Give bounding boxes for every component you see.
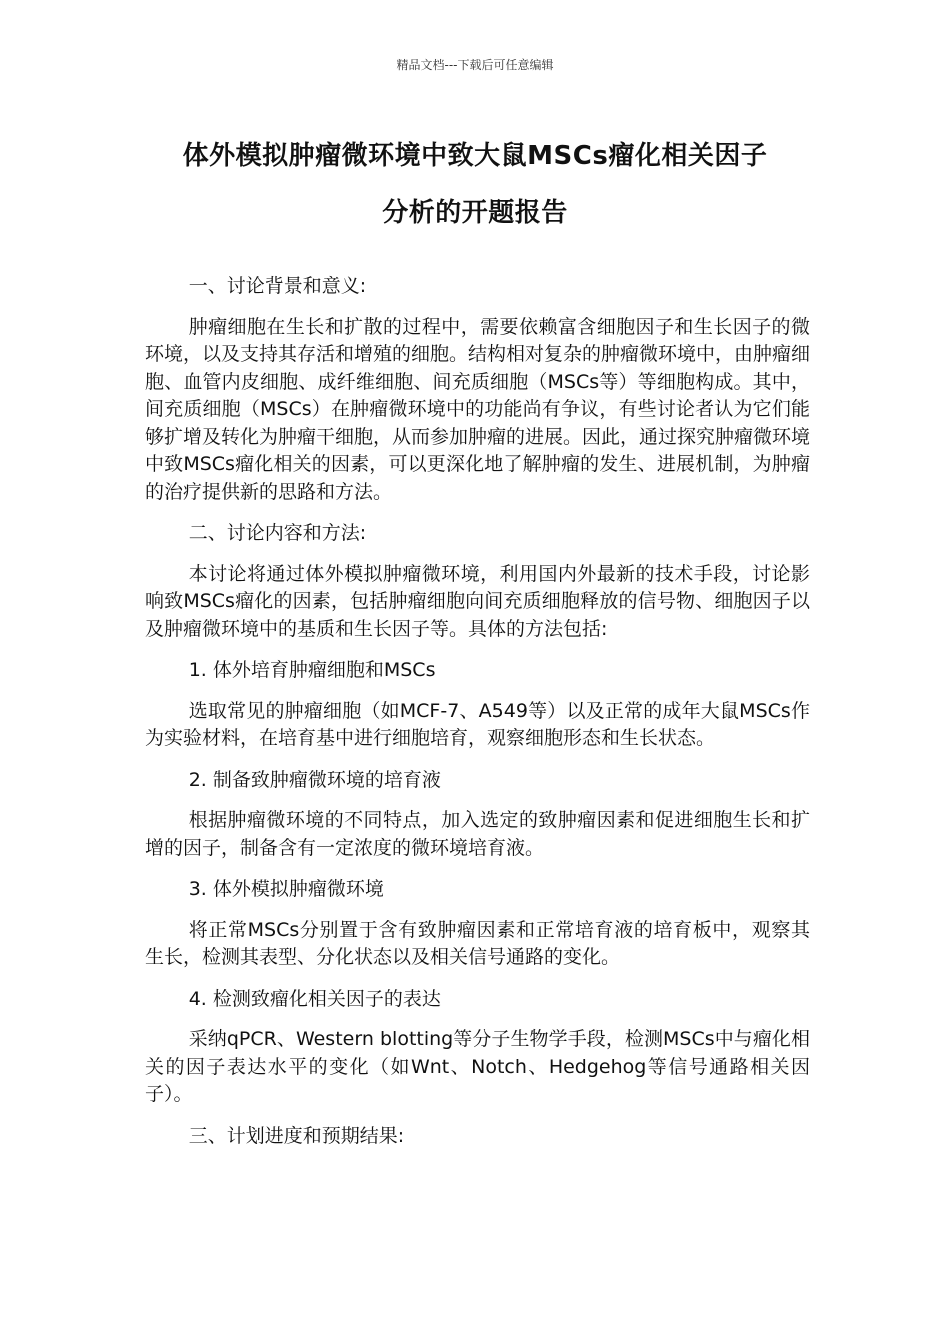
paragraph-methods-intro: 本讨论将通过体外模拟肿瘤微环境，利用国内外最新的技术手段，讨论影响致MSCs瘤化的因素，包括肿瘤细胞向间充质细胞释放的信号物、细胞因子以及肿瘤微环境中的基质和生长因子等。具体的方法包括: xyxy=(145,562,810,640)
subheading-step-4: 4. 检测致瘤化相关因子的表达 xyxy=(188,987,441,1010)
section-heading-schedule: 三、计划进度和预期结果: xyxy=(188,1124,405,1147)
document-title-line-2: 分析的开题报告 xyxy=(382,198,568,228)
paragraph-step-1: 选取常见的肿瘤细胞（如MCF-7、A549等）以及正常的成年大鼠MSCs作为实验材料，在培育基中进行细胞培育，观察细胞形态和生长状态。 xyxy=(145,699,810,749)
paragraph-background: 肿瘤细胞在生长和扩散的过程中，需要依赖富含细胞因子和生长因子的微环境，以及支持其存活和增殖的细胞。结构相对复杂的肿瘤微环境中，由肿瘤细胞、血管内皮细胞、成纤维细胞、间充质细胞（MSCs等）等细胞构成。其中，间充质细胞（MSCs）在肿瘤微环境中的功能尚有争议，有些讨论者认为它们能够扩增及转化为肿瘤干细胞，从而参加肿瘤的进展。因此，通过探究肿瘤微环境中致MSCs瘤化相关的因素，可以更深化地了解肿瘤的发生、进展机制，为肿瘤的治疗提供新的思路和方法。 xyxy=(145,315,811,503)
paragraph-step-4: 采纳qPCR、Western blotting等分子生物学手段，检测MSCs中与瘤化相关的因子表达水平的变化（如Wnt、Notch、Hedgehog等信号通路相关因子）。 xyxy=(145,1028,810,1105)
section-heading-background: 一、讨论背景和意义: xyxy=(188,275,367,297)
document-body xyxy=(145,273,810,1163)
page-header: 精品文档---下载后可任意编辑 xyxy=(396,58,554,72)
section-heading-methods: 二、讨论内容和方法: xyxy=(188,522,367,544)
subheading-step-1: 1. 体外培育肿瘤细胞和MSCs xyxy=(188,659,436,681)
subheading-step-2: 2. 制备致肿瘤微环境的培育液 xyxy=(188,768,441,791)
subheading-step-3: 3. 体外模拟肿瘤微环境 xyxy=(188,878,384,900)
paragraph-step-2: 根据肿瘤微环境的不同特点，加入选定的致肿瘤因素和促进细胞生长和扩增的因子，制备含有一定浓度的微环境培育液。 xyxy=(145,809,810,859)
paragraph-step-3: 将正常MSCs分别置于含有致肿瘤因素和正常培育液的培育板中，观察其生长，检测其表型、分化状态以及相关信号通路的变化。 xyxy=(145,918,810,968)
document-title-line-1: 体外模拟肿瘤微环境中致大鼠MSCs瘤化相关因子 xyxy=(182,141,768,171)
